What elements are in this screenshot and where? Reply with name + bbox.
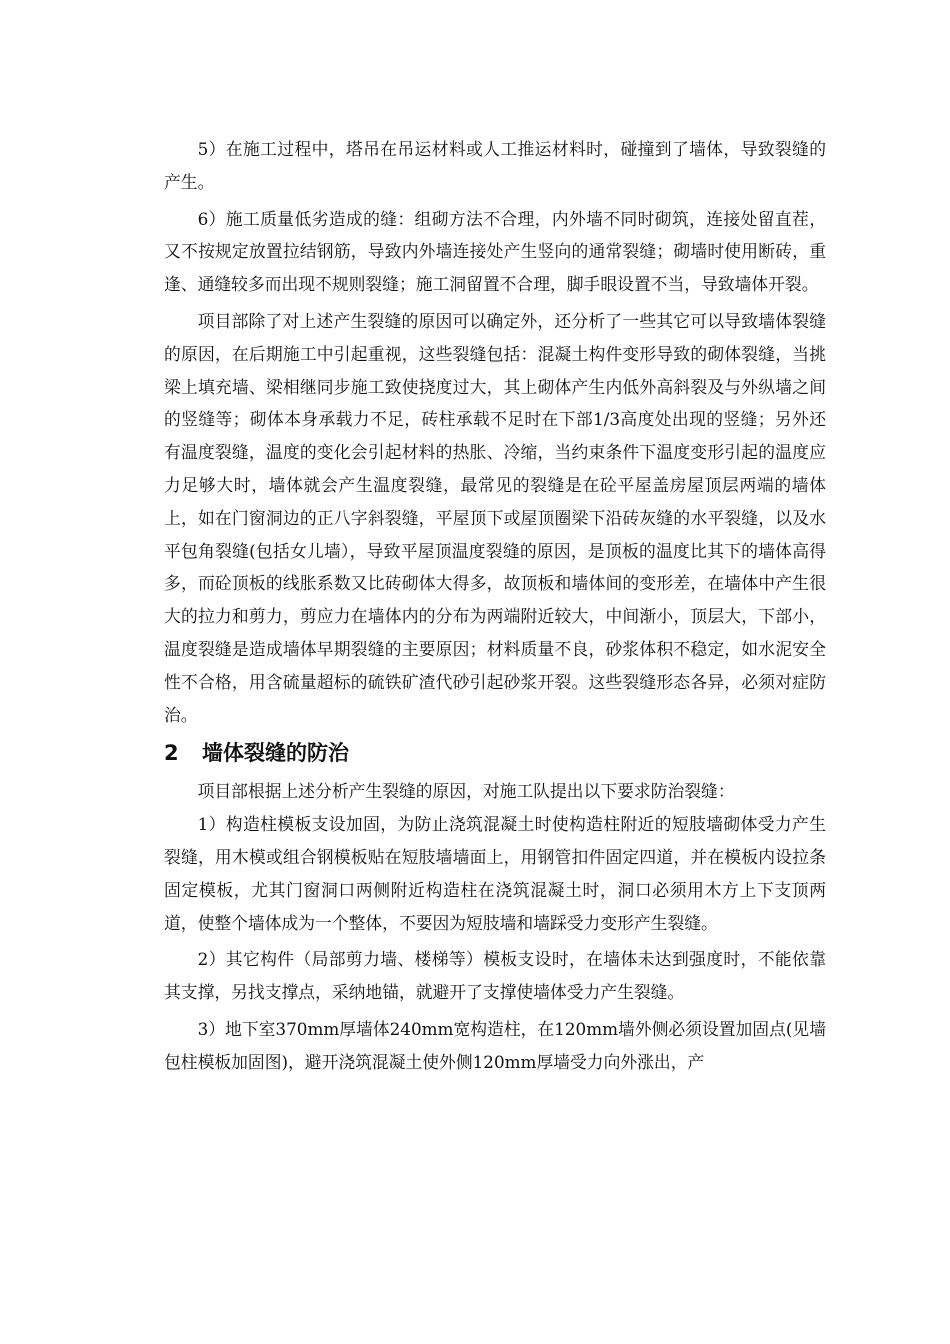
paragraph-measure-2: 2）其它构件（局部剪力墙、楼梯等）模板支设时，在墙体未达到强度时，不能依靠其支撑，另找支撑点，采纳地锚，就避开了支撑使墙体受力产生裂缝。 <box>164 949 826 1003</box>
section-number: 2 <box>164 741 179 766</box>
paragraph-intro: 项目部根据上述分析产生裂缝的原因，对施工队提出以下要求防治裂缝： <box>197 781 735 802</box>
section-title: 墙体裂缝的防治 <box>202 741 349 766</box>
document-page <box>164 133 826 1079</box>
paragraph-other-causes: 项目部除了对上述产生裂缝的原因可以确定外，还分析了一些其它可以导致墙体裂缝的原因，在后期施工中引起重视，这些裂缝包括：混凝土构件变形导致的砌体裂缝，当挑梁上填充墙、梁相继同步施工致使挠度过大，其上砌体产生内低外高斜裂及与外纵墙之间的竖缝等；砌体本身承载力不足，砖柱承载不足时在下部1/3高度处出现的竖缝；另外还有温度裂缝，温度的变化会引起材料的热胀、冷缩，当约束条件下温度变形引起的温度应力足够大时，墙体就会产生温度裂缝，最常见的裂缝是在砼平屋盖房屋顶层两端的墙体上，如在门窗洞边的正八字斜裂缝，平屋顶下或屋顶圈梁下沿砖灰缝的水平裂缝，以及水平包角裂缝(包括女儿墙），导致平屋顶温度裂缝的原因，是顶板的温度比其下的墙体高得多，而砼顶板的线胀系数又比砖砌体大得多，故顶板和墙体间的变形差，在墙体中产生很大的拉力和剪力，剪应力在墙体内的分布为两端附近较大，中间渐小，顶层大，下部小，温度裂缝是造成墙体早期裂缝的主要原因；材料质量不良，砂浆体积不稳定，如水泥安全性不合格，用含硫量超标的硫铁矿渣代砂引起砂浆开裂。这些裂缝形态各异，必须对症防治。 <box>164 310 826 725</box>
paragraph-measure-1: 1）构造柱模板支设加固，为防止浇筑混凝土时使构造柱附近的短肢墙砌体受力产生裂缝，用木模或组合钢模板贴在短肢墙墙面上，用钢管扣件固定四道，并在模板内设拉条固定模板，尤其门窗洞口两侧附近构造柱在浇筑混凝土时，洞口必须用木方上下支顶两道，使整个墙体成为一个整体，不要因为短肢墙和墙踩受力变形产生裂缝。 <box>164 814 826 933</box>
section-heading <box>164 735 826 771</box>
paragraph-item-5: 5）在施工过程中，塔吊在吊运材料或人工推运材料时，碰撞到了墙体，导致裂缝的产生。 <box>164 139 826 192</box>
paragraph-item-6: 6）施工质量低劣造成的缝：组砌方法不合理，内外墙不同时砌筑，连接处留直茬，又不按规定放置拉结钢筋，导致内外墙连接处产生竖向的通常裂缝；砌墙时使用断砖，重逢、通缝较多而出现不规则裂缝；施工洞留置不合理，脚手眼设置不当，导致墙体开裂。 <box>164 208 826 295</box>
paragraph-measure-3: 3）地下室370mm厚墙体240mm宽构造柱，在120mm墙外侧必须设置加固点(见墙包柱模板加固图)，避开浇筑混凝土使外侧120mm厚墙受力向外涨出，产 <box>164 1018 826 1072</box>
